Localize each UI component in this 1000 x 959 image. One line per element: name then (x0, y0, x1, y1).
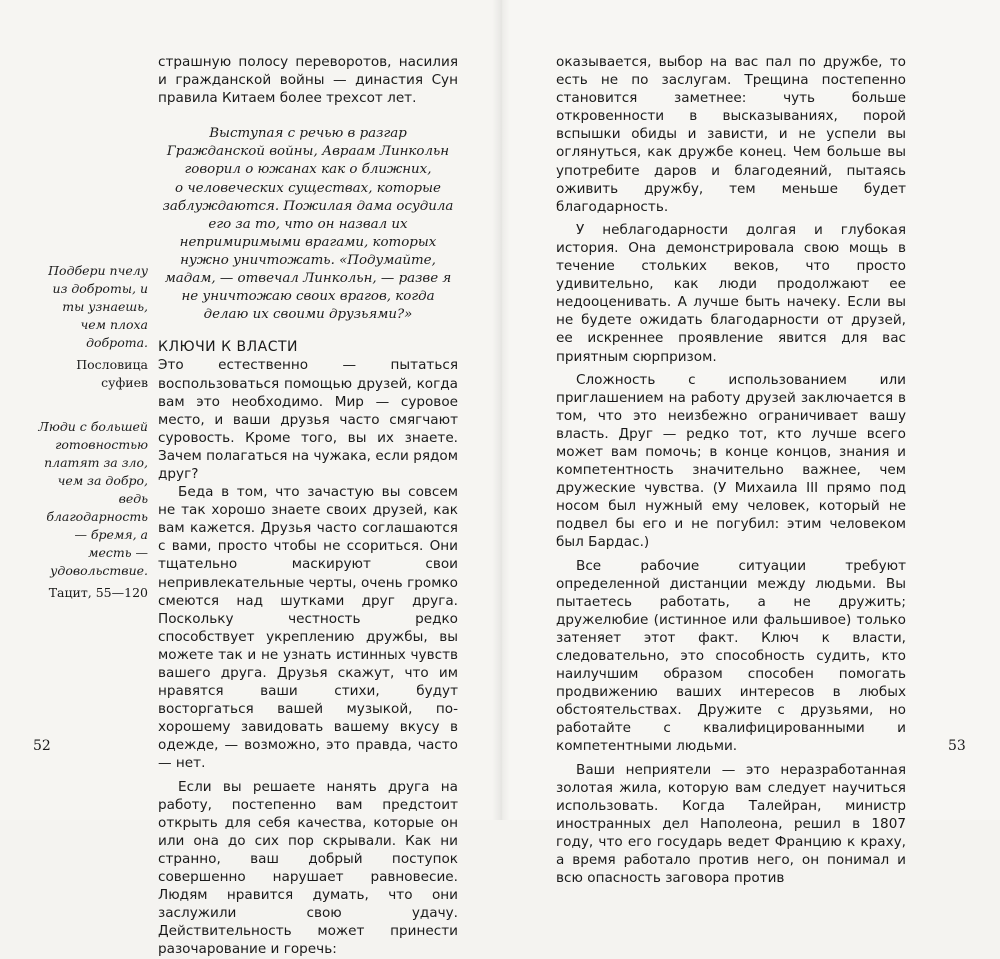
right-main-column (556, 53, 906, 887)
right-paragraph-4: Все рабочие ситуации требуют определенной дистанции между людьми. Вы пытаетесь работать, а не дружить; дружелюбие (истинное или фальшивое) только затеняет этот факт. Ключ к власти, следовательно, это способность судить, кто наилучшим образом способен помогать продвижению ваших интересов в любых обстоятельствах. Дружите с друзьями, но работайте с квалифицированными и компетентными людьми. (556, 557, 906, 755)
left-page (0, 0, 500, 958)
book-gutter-shadow (492, 0, 510, 820)
left-main-column (158, 53, 458, 959)
sidebar-quote-tacitus-text: Люди с большей готовностью платят за зло, чем за добро, ведь благодарность — бремя, а месть — удовольствие. (38, 419, 148, 578)
paragraph-1: Это естественно — пытаться воспользоваться помощью друзей, когда вам это необходимо. Мир — суровое место, и ваши друзья часто смягчают суровость. Кроме того, вы их знаете. Зачем полагаться на чужака, если рядом друг? (158, 357, 458, 482)
page-number-left: 52 (33, 738, 51, 754)
sidebar-quote-sufi-text: Подбери пчелу из доброты, и ты узнаешь, чем плоха доброта. (48, 263, 148, 350)
right-paragraph-3: Сложность с использованием или приглашением на работу друзей заключается в том, что это неизбежно ограничивает вашу власть. Друг — редко тот, кто лучше всего может вам помочь; в конце концов, знания и компетентность значительно важнее, чем дружеские чувства. (У Михаила III прямо под носом был нужный ему человек, который не подвел бы его и не погубил: этим человеком был Бардас.) (556, 371, 906, 551)
sidebar-quote-sufi-source: Пословица суфиев (76, 357, 148, 390)
sidebar-quote-tacitus-source: Тацит, 55—120 (48, 585, 148, 600)
lincoln-quote-part-2: о человеческих существах, которые заблуждаются. Пожилая дама осудила его за то, что он назвал их непримиримыми врагами, которых нужно уничтожать. «Подумайте, мадам, — отвечал Линкольн, — разве я не уничтожаю своих врагов, когда делаю их своими друзьями?» (162, 180, 454, 323)
section-heading: КЛЮЧИ К ВЛАСТИ (158, 339, 298, 356)
paragraph-2: Беда в том, что зачастую вы совсем не так хорошо знаете своих друзей, как вам кажется. Друзья часто соглашаются с вами, просто чтобы не ссориться. Они тщательно маскируют свои непривлекательные черты, очень громко смеются над шутками друг друга. Поскольку честность редко способствует укреплению дружбы, вы можете так и не узнать истинных чувств вашего друга. Друзья скажут, что им нравятся ваши стихи, будут восторгаться вашей музыкой, по-хорошему завидовать вашему вкусу в одежде, — возможно, это правда, часто — нет. (158, 484, 458, 772)
right-page (500, 0, 1000, 887)
intro-paragraph: страшную полосу переворотов, насилия и гражданской войны — династия Сун правила Китаем более трехсот лет. (158, 54, 458, 107)
right-paragraph-5: Ваши неприятели — это неразработанная золотая жила, которую вам следует научиться использовать. Когда Талейран, министр иностранных дел Наполеона, решил в 1807 году, что его государь ведет Францию к краху, а время работало против него, он понимал и всю опасность заговора против (556, 761, 906, 887)
lincoln-quote (158, 125, 458, 324)
sidebar-quote-sufi (38, 262, 148, 392)
sidebar-quote-tacitus (38, 418, 148, 602)
right-paragraph-1: оказывается, выбор на вас пал по дружбе, то есть не по заслугам. Трещина постепенно становится заметнее: чуть больше откровенности в высказываниях, порой вспышки обиды и зависти, и не успели вы оглянуться, как дружбе конец. Чем больше вы употребите даров и благодеяний, пытаясь оживить дружбу, тем меньше будет благодарность. (556, 54, 906, 215)
right-paragraph-2: У неблагодарности долгая и глубокая история. Она демонстрировала свою мощь в течение стольких веков, что просто удивительно, как люди продолжают ее недооценивать. А лучше быть начеку. Если вы не будете ожидать благодарности от друзей, ее искреннее проявление явится для вас приятным сюрпризом. (556, 221, 906, 365)
page-number-right: 53 (948, 738, 966, 754)
paragraph-3: Если вы решаете нанять друга на работу, постепенно вам предстоит открыть для себя качества, которые он или она до сих пор скрывали. Как ни странно, ваш добрый поступок совершенно нарушает равновесие. Людям нравится думать, что они заслужили свою удачу. Действительность может принести разочарование и горечь: (158, 778, 458, 958)
lincoln-quote-part-1: Выступая с речью в разгар Гражданской войны, Авраам Линкольн говорил о южанах как о ближних, (166, 126, 450, 178)
